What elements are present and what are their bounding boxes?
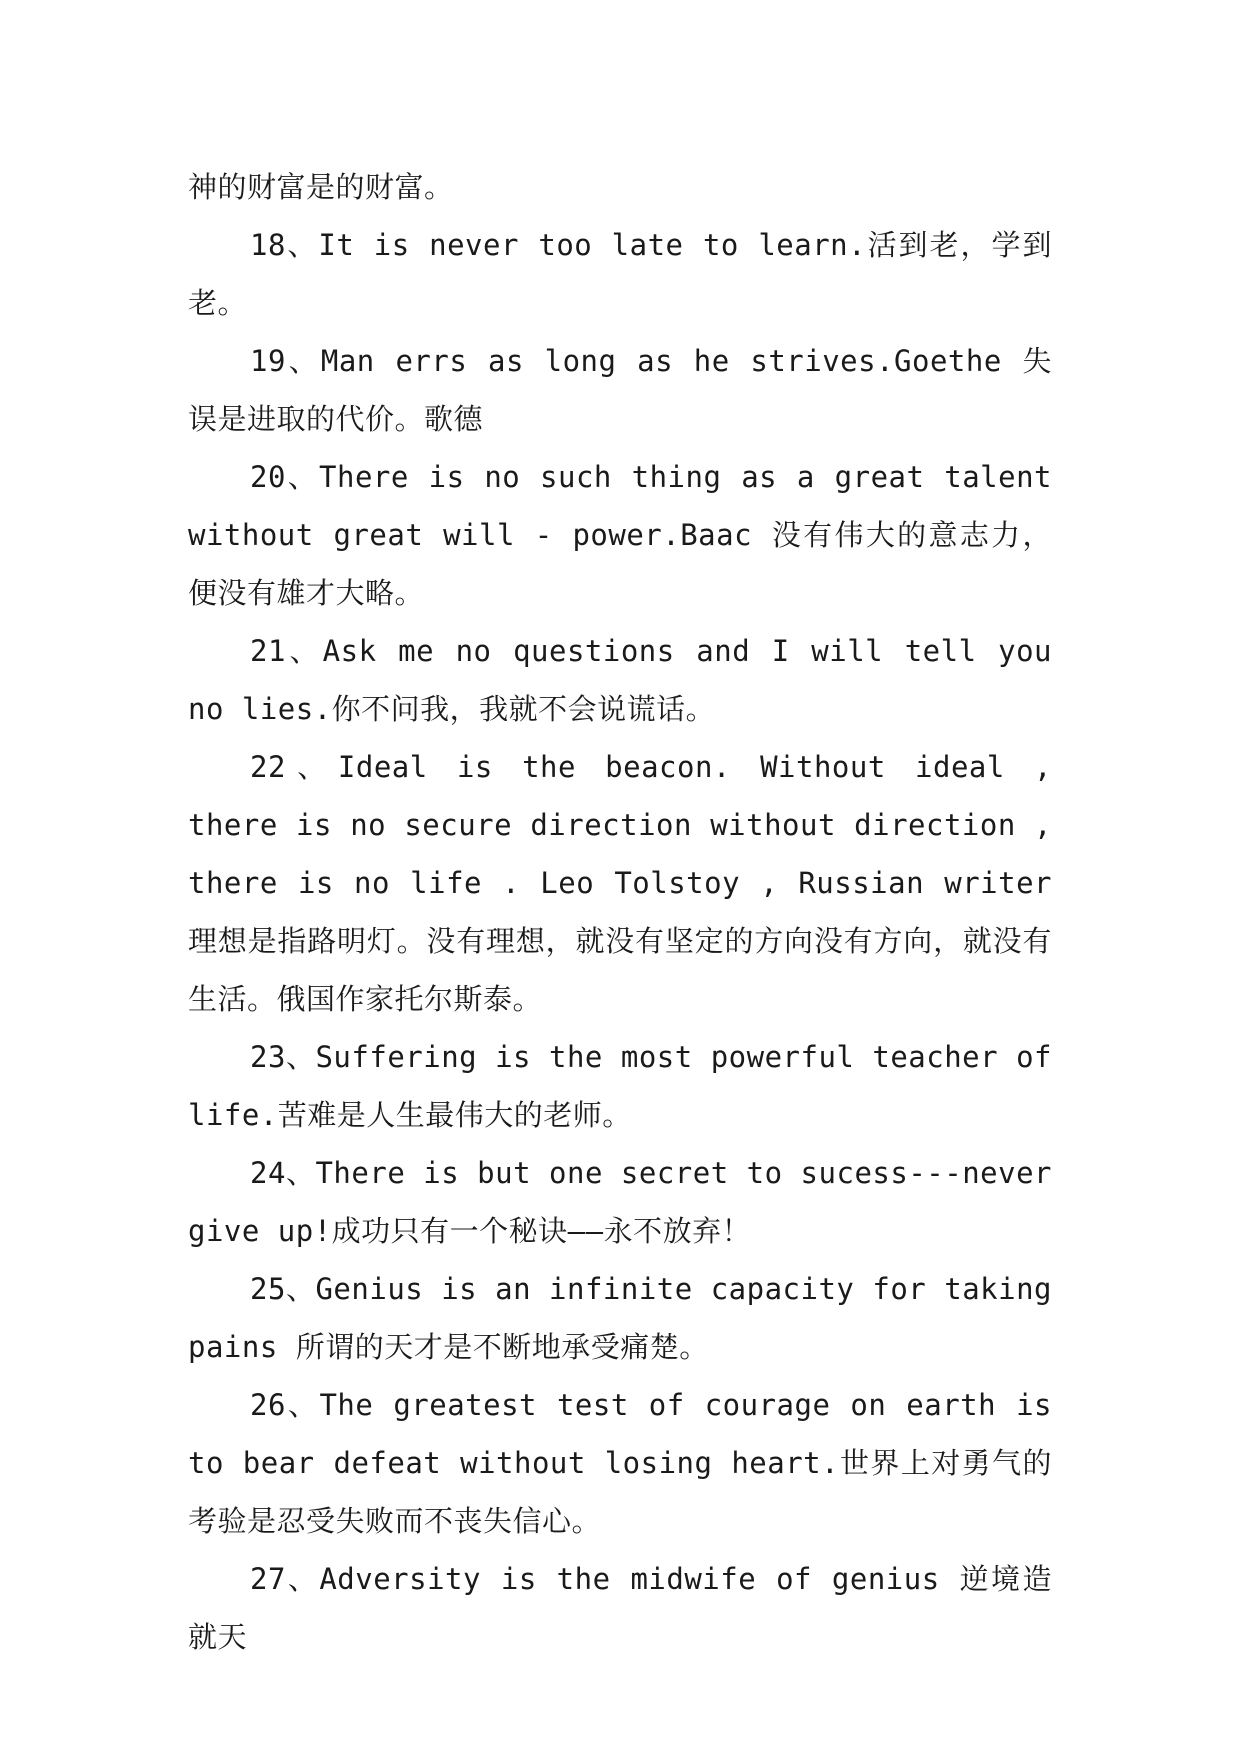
quote-24: 24、There is but one secret to sucess---never give up!成功只有一个秘诀——永不放弃！ <box>188 1156 1052 1248</box>
document-body <box>188 158 1052 1666</box>
quote-26: 26、The greatest test of courage on earth is to bear defeat without losing heart.世界上对勇气的考验是忍受失败而不丧失信心。 <box>188 1388 1052 1538</box>
quote-19: 19、Man errs as long as he strives.Goethe 失误是进取的代价。歌德 <box>188 344 1052 436</box>
quote-18: 18、It is never too late to learn.活到老，学到老。 <box>188 228 1052 320</box>
quote-27: 27、Adversity is the midwife of genius 逆境造就天 <box>188 1562 1052 1654</box>
quote-25: 25、Genius is an infinite capacity for taking pains 所谓的天才是不断地承受痛楚。 <box>188 1272 1052 1364</box>
quote-21: 21、Ask me no questions and I will tell you no lies.你不问我，我就不会说谎话。 <box>188 634 1052 726</box>
quote-23: 23、Suffering is the most powerful teacher of life.苦难是人生最伟大的老师。 <box>188 1040 1052 1132</box>
quote-20: 20、There is no such thing as a great talent without great will - power.Baac 没有伟大的意志力，便没有雄才大略。 <box>188 460 1052 610</box>
quote-22: 22、Ideal is the beacon. Without ideal , there is no secure direction without direction , there is no life . Leo Tolstoy , Russian writer 理想是指路明灯。没有理想，就没有坚定的方向没有方向，就没有生活。俄国作家托尔斯泰。 <box>188 750 1052 1016</box>
paragraph-continuation: 神的财富是的财富。 <box>188 170 454 204</box>
